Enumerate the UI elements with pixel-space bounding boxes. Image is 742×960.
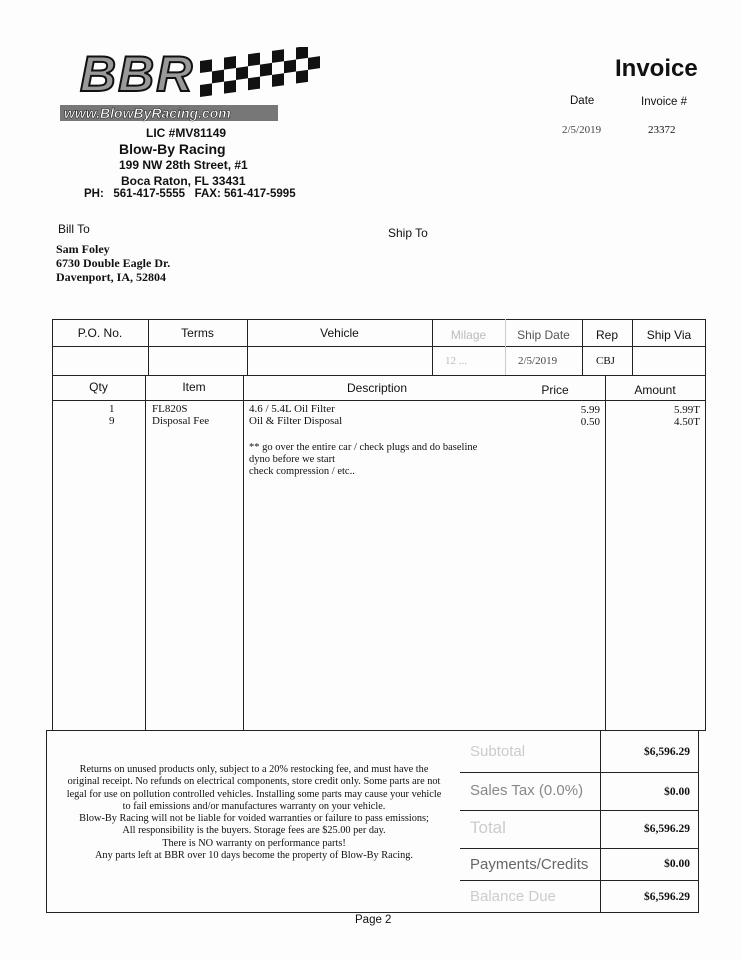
bill-to-label: Bill To	[58, 222, 90, 236]
header-ship-via: Ship Via	[646, 328, 692, 342]
row-item: FL820S	[152, 403, 188, 415]
ship-date-value: 2/5/2019	[518, 355, 558, 367]
license-number: LIC #MV81149	[146, 126, 227, 140]
header-price: Price	[541, 383, 569, 397]
rep-value: CBJ	[596, 355, 615, 367]
terms-and-conditions	[50, 764, 458, 862]
row-description: Oil & Filter Disposal	[249, 415, 343, 427]
invoice-number-label: Invoice #	[641, 96, 688, 108]
terms-line: to fail emissions and/or manufactures warranty on your vehicle.	[122, 800, 386, 812]
balance-due-label: Balance Due	[470, 888, 556, 905]
company-logo	[60, 45, 320, 125]
balance-due-value: $6,596.29	[644, 891, 690, 903]
page-number: Page 2	[355, 914, 392, 926]
row-amount: 5.99T	[674, 404, 700, 416]
header-terms: Terms	[181, 326, 214, 340]
terms-line: Blow-By Racing will not be liable for voided warranties or failure to pass emissions;	[79, 813, 429, 825]
header-milage: Milage	[450, 328, 487, 342]
header-description: Description	[346, 381, 408, 395]
company-address-1: 199 NW 28th Street, #1	[119, 158, 248, 172]
row-qty: 1	[109, 403, 115, 415]
terms-line: Any parts left at BBR over 10 days become the property of Blow-By Racing.	[95, 850, 413, 862]
payments-credits-value: $0.00	[664, 858, 690, 870]
row-amount: 4.50T	[674, 416, 700, 428]
row-description: 4.6 / 5.4L Oil Filter	[249, 403, 335, 415]
sales-tax-value: $0.00	[664, 786, 690, 798]
bill-to-street: 6730 Double Eagle Dr.	[56, 256, 171, 270]
milage-value: 12 ...	[445, 355, 467, 367]
subtotal-label: Subtotal	[470, 743, 526, 760]
header-qty: Qty	[89, 380, 108, 394]
logo-bbr: BBR	[80, 46, 195, 102]
company-phone: PH: 561-417-5555 FAX: 561-417-5995	[84, 188, 296, 200]
checkered-flag-icon	[200, 47, 320, 107]
company-name: Blow-By Racing	[119, 141, 226, 157]
note-line: dyno before we start	[249, 454, 336, 465]
terms-line: legal for use on pollution controlled vehicles. Installing some parts may cause your vehicle	[66, 788, 442, 800]
subtotal-value: $6,596.29	[644, 746, 690, 758]
row-qty: 9	[109, 415, 115, 427]
terms-line: Returns on unused products only, subject to a 20% restocking fee, and must have the	[79, 764, 429, 775]
row-price: 0.50	[580, 416, 600, 428]
header-ship-date: Ship Date	[517, 328, 570, 342]
terms-line: All responsibility is the buyers. Storage fees are $25.00 per day.	[122, 825, 386, 837]
sales-tax-label: Sales Tax (0.0%)	[470, 782, 584, 799]
header-po-number: P.O. No.	[77, 326, 123, 340]
bill-to-city: Davenport, IA, 52804	[56, 270, 166, 284]
row-item: Disposal Fee	[152, 415, 210, 427]
logo-url: www.BlowByRacing.com	[60, 105, 278, 121]
terms-line: original receipt. No refunds on electrical components, store credit only. Some parts are not	[67, 776, 441, 788]
company-address-2: Boca Raton, FL 33431	[121, 174, 246, 188]
total-label: Total	[470, 818, 506, 837]
row-price: 5.99	[580, 404, 600, 416]
header-rep: Rep	[595, 328, 618, 342]
header-vehicle: Vehicle	[320, 326, 359, 340]
total-value: $6,596.29	[644, 823, 690, 835]
header-amount: Amount	[634, 383, 676, 397]
terms-line: There is NO warranty on performance parts!	[162, 837, 346, 849]
payments-credits-label: Payments/Credits	[470, 856, 589, 873]
ship-to-label: Ship To	[388, 226, 428, 240]
date-label: Date	[570, 95, 595, 107]
header-item: Item	[182, 380, 206, 394]
invoice-title: Invoice	[615, 55, 698, 82]
note-line: check compression / etc..	[249, 466, 355, 477]
invoice-number: 23372	[648, 124, 676, 136]
bill-to-name: Sam Foley	[56, 242, 110, 256]
note-line: ** go over the entire car / check plugs and do baseline	[249, 442, 478, 453]
invoice-date: 2/5/2019	[562, 124, 602, 136]
